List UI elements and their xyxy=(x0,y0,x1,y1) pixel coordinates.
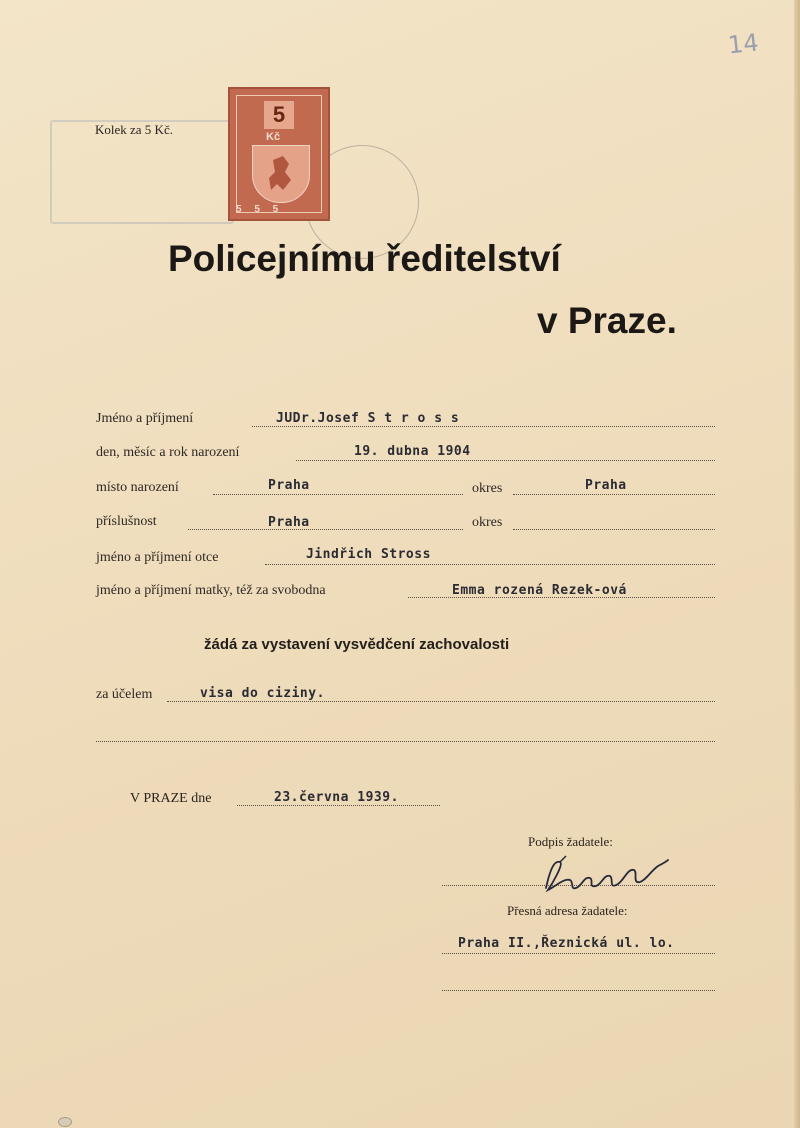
stamp-label: Kolek za 5 Kč. xyxy=(95,122,173,137)
district-line xyxy=(513,494,715,495)
place-date-label: V PRAZE dne xyxy=(130,791,212,806)
birthplace-line xyxy=(213,494,463,495)
district-value: Praha xyxy=(585,478,627,493)
purpose-value: visa do ciziny. xyxy=(200,686,325,701)
address-value: Praha II.,Řeznická ul. lo. xyxy=(458,936,675,951)
father-line xyxy=(265,564,715,565)
birthplace-label: místo narození xyxy=(96,480,179,495)
father-label: jméno a příjmení otce xyxy=(96,550,219,565)
district2-line xyxy=(513,529,715,530)
name-line xyxy=(252,426,715,427)
domicile-value: Praha xyxy=(268,515,310,530)
coat-of-arms-icon xyxy=(252,145,310,203)
request-text: žádá za vystavení vysvědčení zachovalosti xyxy=(204,636,510,653)
date-line xyxy=(237,805,440,806)
stamp-bottom-values: 5 5 5 xyxy=(236,204,284,215)
punch-hole-mark xyxy=(58,1117,72,1127)
paper-edge xyxy=(794,0,800,1128)
birthdate-value: 19. dubna 1904 xyxy=(354,444,471,459)
address-line-2 xyxy=(442,990,715,991)
lion-icon xyxy=(253,146,309,202)
address-label: Přesná adresa žadatele: xyxy=(507,903,628,918)
purpose-line-2 xyxy=(96,741,715,742)
title-line-1: Policejnímu ředitelství xyxy=(168,238,561,279)
page-number: 14 xyxy=(726,28,760,60)
domicile-label: příslušnost xyxy=(96,514,157,529)
stamp-value: 5 xyxy=(264,101,294,129)
name-value: JUDr.Josef S t r o s s xyxy=(276,411,460,426)
mother-label: jméno a příjmení matky, též za svobodna xyxy=(96,583,326,598)
date-value: 23.června 1939. xyxy=(274,790,399,805)
district-label: okres xyxy=(472,481,503,496)
mother-value: Emma rozená Rezek-ová xyxy=(452,583,627,598)
name-label: Jméno a příjmení xyxy=(96,411,194,426)
domicile-line xyxy=(188,529,463,530)
birthdate-line xyxy=(296,460,715,461)
address-line xyxy=(442,953,715,954)
district2-label: okres xyxy=(472,515,503,530)
stamp-currency: Kč xyxy=(266,131,281,143)
signature-label: Podpis žadatele: xyxy=(528,834,613,849)
handwritten-signature xyxy=(540,850,670,904)
tax-stamp xyxy=(228,87,330,221)
purpose-line xyxy=(167,701,715,702)
birthdate-label: den, měsíc a rok narození xyxy=(96,445,240,460)
purpose-label: za účelem xyxy=(96,687,153,702)
birthplace-value: Praha xyxy=(268,478,310,493)
father-value: Jindřich Stross xyxy=(306,547,431,562)
title-line-2: v Praze. xyxy=(537,300,677,341)
signature-icon xyxy=(540,850,670,900)
